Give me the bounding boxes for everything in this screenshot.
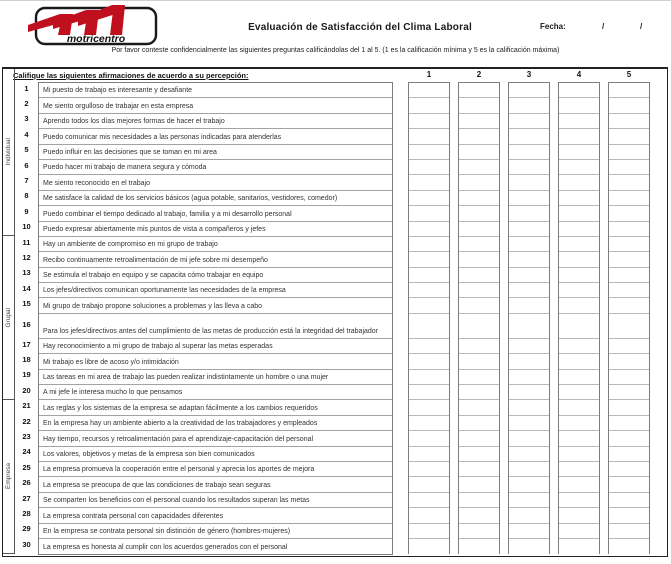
rating-cell-q25-score5[interactable]	[609, 462, 649, 477]
rating-cell-q14-score5[interactable]	[609, 283, 649, 298]
question-text: Puedo comunicar mis necesidades a las personas indicadas para atenderlas	[43, 133, 282, 141]
rating-cell-q11-score1[interactable]	[409, 237, 449, 252]
question-text: En la empresa hay un ambiente abierto a la creatividad de los trabajadores y empleados	[43, 420, 318, 428]
rating-cell-q27-score2[interactable]	[459, 493, 499, 508]
question-number-22: 22	[22, 416, 31, 426]
date-field[interactable]	[540, 22, 665, 34]
rating-cell-q30-score4[interactable]	[559, 539, 599, 554]
rating-cell-q15-score4[interactable]	[559, 298, 599, 313]
rating-cell-q18-score2[interactable]	[459, 354, 499, 369]
rating-cell-q8-score2[interactable]	[459, 191, 499, 206]
rating-cell-q16-score2[interactable]	[459, 314, 499, 339]
rating-cell-q4-score2[interactable]	[459, 129, 499, 144]
question-row-3	[39, 114, 392, 129]
rating-cell-q3-score4[interactable]	[559, 114, 599, 129]
rating-cell-q15-score2[interactable]	[459, 298, 499, 313]
rating-cell-q16-score3[interactable]	[509, 314, 549, 339]
question-text: Mi grupo de trabajo propone soluciones a problemas y las lleva a cabo	[43, 302, 263, 310]
rating-cell-q2-score3[interactable]	[509, 98, 549, 113]
rating-cell-q8-score4[interactable]	[559, 191, 599, 206]
question-text: En la empresa se contrata personal sin distinción de género (hombres-mujeres)	[43, 527, 291, 535]
rating-cell-q20-score1[interactable]	[409, 385, 449, 400]
question-row-28	[39, 508, 392, 523]
rating-cell-q28-score5[interactable]	[609, 508, 649, 523]
question-row-6	[39, 160, 392, 175]
question-text: Puedo combinar el tiempo dedicado al trabajo, familia y a mi desarrollo personal	[43, 210, 292, 218]
rating-cell-q26-score5[interactable]	[609, 477, 649, 492]
rating-cell-q28-score3[interactable]	[509, 508, 549, 523]
rating-cell-q13-score1[interactable]	[409, 268, 449, 283]
rating-cell-q27-score1[interactable]	[409, 493, 449, 508]
question-text: Se comparten los beneficios con el personal cuando los resultados superan las metas	[43, 497, 310, 505]
rating-cell-q9-score2[interactable]	[459, 206, 499, 221]
rating-cell-q1-score3[interactable]	[509, 83, 549, 98]
rating-cell-q9-score4[interactable]	[559, 206, 599, 221]
section-label-column	[3, 69, 15, 554]
rating-cell-q24-score5[interactable]	[609, 447, 649, 462]
rating-cell-q25-score3[interactable]	[509, 462, 549, 477]
rating-cell-q21-score2[interactable]	[459, 400, 499, 415]
rating-cell-q20-score5[interactable]	[609, 385, 649, 400]
rating-cell-q18-score5[interactable]	[609, 354, 649, 369]
rating-column-header-2: 2	[476, 70, 482, 79]
rating-cell-q4-score3[interactable]	[509, 129, 549, 144]
question-number-15: 15	[22, 299, 31, 309]
table-prompt: Califique las siguientes afirmaciones de acuerdo a su percepción:	[13, 71, 249, 80]
rating-cell-q26-score4[interactable]	[559, 477, 599, 492]
question-row-30	[39, 539, 392, 554]
question-text: Puedo expresar abiertamente mis puntos de vista a compañeros y jefes	[43, 225, 266, 233]
question-text: Hay un ambiente de compromiso en mi grupo de trabajo	[43, 241, 218, 249]
rating-cell-q13-score3[interactable]	[509, 268, 549, 283]
rating-cell-q26-score1[interactable]	[409, 477, 449, 492]
rating-cell-q7-score3[interactable]	[509, 175, 549, 190]
rating-cell-q16-score1[interactable]	[409, 314, 449, 339]
rating-cell-q7-score2[interactable]	[459, 175, 499, 190]
rating-cell-q14-score3[interactable]	[509, 283, 549, 298]
rating-cell-q12-score4[interactable]	[559, 252, 599, 267]
rating-cell-q30-score1[interactable]	[409, 539, 449, 554]
rating-cell-q11-score5[interactable]	[609, 237, 649, 252]
question-number-29: 29	[22, 524, 31, 534]
section-label: Empresa	[5, 463, 12, 490]
question-number-1: 1	[24, 83, 29, 93]
rating-cell-q16-score5[interactable]	[609, 314, 649, 339]
question-text: Hay reconocimiento a mi grupo de trabajo al superar las metas esperadas	[43, 343, 273, 351]
question-text: Las reglas y los sistemas de la empresa se adaptan fácilmente a los cambios requeridos	[43, 404, 318, 412]
question-text: Los valores, objetivos y metas de la empresa son bien comunicados	[43, 450, 255, 458]
rating-cell-q23-score2[interactable]	[459, 431, 499, 446]
rating-cell-q30-score5[interactable]	[609, 539, 649, 554]
logo-wordmark: motricentro	[66, 33, 126, 45]
question-row-11	[39, 237, 392, 252]
rating-cell-q27-score3[interactable]	[509, 493, 549, 508]
section-block-grupal	[3, 236, 14, 400]
rating-cell-q5-score4[interactable]	[559, 145, 599, 160]
rating-column-3	[508, 82, 550, 554]
rating-cell-q12-score3[interactable]	[509, 252, 549, 267]
rating-column-header-3: 3	[526, 70, 532, 79]
rating-cell-q14-score1[interactable]	[409, 283, 449, 298]
rating-cell-q2-score1[interactable]	[409, 98, 449, 113]
rating-cell-q10-score5[interactable]	[609, 222, 649, 237]
rating-cell-q18-score3[interactable]	[509, 354, 549, 369]
rating-cell-q10-score2[interactable]	[459, 222, 499, 237]
question-row-18	[39, 354, 392, 369]
rating-cell-q20-score4[interactable]	[559, 385, 599, 400]
question-row-26	[39, 477, 392, 492]
question-row-21	[39, 400, 392, 415]
section-label: Grupal	[5, 307, 12, 328]
rating-cell-q14-score2[interactable]	[459, 283, 499, 298]
question-number-7: 7	[24, 176, 29, 186]
rating-column-5	[608, 82, 650, 554]
rating-cell-q30-score2[interactable]	[459, 539, 499, 554]
rating-cell-q9-score1[interactable]	[409, 206, 449, 221]
question-text: La empresa es honesta al cumplir con los acuerdos generados con el personal	[43, 544, 288, 552]
question-text: A mi jefe le interesa mucho lo que pensamos	[43, 389, 183, 397]
rating-cell-q28-score2[interactable]	[459, 508, 499, 523]
question-row-16	[39, 314, 392, 339]
rating-cell-q19-score4[interactable]	[559, 370, 599, 385]
rating-cell-q9-score3[interactable]	[509, 206, 549, 221]
rating-cell-q2-score2[interactable]	[459, 98, 499, 113]
question-number-27: 27	[22, 493, 31, 503]
question-number-28: 28	[22, 509, 31, 519]
rating-cell-q10-score4[interactable]	[559, 222, 599, 237]
date-separator-2: /	[640, 22, 643, 31]
question-row-5	[39, 145, 392, 160]
rating-cell-q19-score5[interactable]	[609, 370, 649, 385]
question-row-19	[39, 370, 392, 385]
motricentro-logo-graphic	[26, 1, 168, 51]
question-text: La empresa promueva la cooperación entre el personal y aprecia los aportes de mejora	[43, 466, 315, 474]
question-number-23: 23	[22, 432, 31, 442]
question-number-17: 17	[22, 339, 31, 349]
rating-cell-q1-score2[interactable]	[459, 83, 499, 98]
question-row-4	[39, 129, 392, 144]
rating-column-1	[408, 82, 450, 554]
question-row-27	[39, 493, 392, 508]
question-number-26: 26	[22, 478, 31, 488]
rating-cell-q28-score1[interactable]	[409, 508, 449, 523]
question-text: La empresa contrata personal con capacidades diferentes	[43, 512, 224, 520]
rating-cell-q22-score2[interactable]	[459, 416, 499, 431]
rating-cell-q3-score3[interactable]	[509, 114, 549, 129]
rating-cell-q8-score5[interactable]	[609, 191, 649, 206]
rating-column-header-4: 4	[576, 70, 582, 79]
question-row-20	[39, 385, 392, 400]
rating-cell-q21-score5[interactable]	[609, 400, 649, 415]
rating-cell-q24-score2[interactable]	[459, 447, 499, 462]
rating-cell-q17-score5[interactable]	[609, 339, 649, 354]
rating-cell-q29-score2[interactable]	[459, 524, 499, 539]
question-row-10	[39, 222, 392, 237]
rating-cell-q25-score2[interactable]	[459, 462, 499, 477]
section-block-empresa	[3, 400, 14, 554]
question-number-2: 2	[24, 99, 29, 109]
question-text-column	[38, 82, 393, 555]
rating-cell-q21-score1[interactable]	[409, 400, 449, 415]
rating-cell-q5-score1[interactable]	[409, 145, 449, 160]
rating-cell-q7-score4[interactable]	[559, 175, 599, 190]
rating-cell-q6-score3[interactable]	[509, 160, 549, 175]
rating-cell-q5-score3[interactable]	[509, 145, 549, 160]
rating-cell-q17-score4[interactable]	[559, 339, 599, 354]
rating-cell-q3-score2[interactable]	[459, 114, 499, 129]
rating-cell-q10-score1[interactable]	[409, 222, 449, 237]
question-number-12: 12	[22, 253, 31, 263]
rating-cell-q19-score2[interactable]	[459, 370, 499, 385]
rating-cell-q13-score5[interactable]	[609, 268, 649, 283]
rating-cell-q18-score4[interactable]	[559, 354, 599, 369]
rating-column-header-1: 1	[426, 70, 432, 79]
rating-cell-q15-score3[interactable]	[509, 298, 549, 313]
rating-cell-q23-score4[interactable]	[559, 431, 599, 446]
rating-cell-q24-score1[interactable]	[409, 447, 449, 462]
rating-cell-q23-score5[interactable]	[609, 431, 649, 446]
rating-cell-q25-score1[interactable]	[409, 462, 449, 477]
rating-cell-q24-score4[interactable]	[559, 447, 599, 462]
rating-cell-q6-score4[interactable]	[559, 160, 599, 175]
question-text: Me satisface la calidad de los servicios básicos (agua potable, sanitarios, vestidores, comedor)	[43, 195, 338, 203]
question-number-14: 14	[22, 283, 31, 293]
rating-cell-q1-score1[interactable]	[409, 83, 449, 98]
rating-cell-q20-score3[interactable]	[509, 385, 549, 400]
rating-cell-q5-score5[interactable]	[609, 145, 649, 160]
question-row-8	[39, 191, 392, 206]
question-text: Para los jefes/directivos antes del cumplimiento de las metas de producción está la integridad del trabajador	[43, 327, 379, 335]
rating-cell-q13-score4[interactable]	[559, 268, 599, 283]
rating-cell-q10-score3[interactable]	[509, 222, 549, 237]
rating-cell-q17-score3[interactable]	[509, 339, 549, 354]
rating-column-2	[458, 82, 500, 554]
rating-cell-q23-score1[interactable]	[409, 431, 449, 446]
rating-cell-q13-score2[interactable]	[459, 268, 499, 283]
rating-cell-q12-score5[interactable]	[609, 252, 649, 267]
rating-cell-q27-score5[interactable]	[609, 493, 649, 508]
question-row-14	[39, 283, 392, 298]
question-text: Puedo hacer mi trabajo de manera segura y cómoda	[43, 164, 207, 172]
question-text: Recibo continuamente retroalimentación de mi jefe sobre mi desempeño	[43, 256, 268, 264]
rating-cell-q19-score3[interactable]	[509, 370, 549, 385]
question-text: Se estimula el trabajo en equipo y se capacita cómo trabajar en equipo	[43, 272, 264, 280]
rating-cell-q6-score5[interactable]	[609, 160, 649, 175]
rating-cell-q21-score3[interactable]	[509, 400, 549, 415]
rating-cell-q4-score1[interactable]	[409, 129, 449, 144]
rating-cell-q23-score3[interactable]	[509, 431, 549, 446]
question-row-7	[39, 175, 392, 190]
question-number-18: 18	[22, 355, 31, 365]
question-number-20: 20	[22, 385, 31, 395]
rating-cell-q19-score1[interactable]	[409, 370, 449, 385]
rating-cell-q17-score1[interactable]	[409, 339, 449, 354]
rating-cell-q1-score4[interactable]	[559, 83, 599, 98]
rating-cell-q17-score2[interactable]	[459, 339, 499, 354]
rating-cell-q4-score4[interactable]	[559, 129, 599, 144]
company-logo	[26, 1, 168, 51]
rating-cell-q12-score1[interactable]	[409, 252, 449, 267]
question-text: Me siento reconocido en el trabajo	[43, 179, 151, 187]
rating-cell-q7-score5[interactable]	[609, 175, 649, 190]
section-label: Individual	[5, 138, 12, 166]
rating-cell-q6-score2[interactable]	[459, 160, 499, 175]
rating-cell-q2-score5[interactable]	[609, 98, 649, 113]
question-row-9	[39, 206, 392, 221]
rating-cell-q11-score2[interactable]	[459, 237, 499, 252]
instructions-text: Por favor conteste confidencialmente las siguientes preguntas calificándolas del 1 al 5. (1 es la calificación mínima y 5 es la calificación máxima)	[111, 47, 560, 54]
survey-table	[2, 67, 668, 557]
question-text: Mi puesto de trabajo es interesante y desafiante	[43, 87, 193, 95]
question-number-13: 13	[22, 268, 31, 278]
rating-cell-q27-score4[interactable]	[559, 493, 599, 508]
question-text: Las tareas en mi area de trabajo las pueden realizar indistintamente un hombre o una mujer	[43, 374, 329, 382]
rating-cell-q12-score2[interactable]	[459, 252, 499, 267]
section-block-individual	[3, 69, 14, 236]
rating-cell-q20-score2[interactable]	[459, 385, 499, 400]
question-number-25: 25	[22, 462, 31, 472]
question-number-6: 6	[24, 160, 29, 170]
question-row-29	[39, 524, 392, 539]
question-text: Hay tiempo, recursos y retroalimentación para el aprendizaje-capacitación del personal	[43, 435, 314, 443]
rating-cell-q15-score5[interactable]	[609, 298, 649, 313]
question-row-15	[39, 298, 392, 313]
question-number-30: 30	[22, 539, 31, 549]
rating-cell-q8-score1[interactable]	[409, 191, 449, 206]
rating-column-header-5: 5	[626, 70, 632, 79]
question-row-12	[39, 252, 392, 267]
rating-cell-q26-score3[interactable]	[509, 477, 549, 492]
rating-cell-q18-score1[interactable]	[409, 354, 449, 369]
rating-cell-q29-score4[interactable]	[559, 524, 599, 539]
question-row-1	[39, 83, 392, 98]
rating-cell-q2-score4[interactable]	[559, 98, 599, 113]
rating-cell-q26-score2[interactable]	[459, 477, 499, 492]
question-row-17	[39, 339, 392, 354]
page-title: Evaluación de Satisfacción del Clima Laboral	[248, 22, 472, 33]
question-number-8: 8	[24, 191, 29, 201]
rating-cell-q8-score3[interactable]	[509, 191, 549, 206]
rating-cell-q22-score5[interactable]	[609, 416, 649, 431]
rating-cell-q6-score1[interactable]	[409, 160, 449, 175]
question-number-24: 24	[22, 447, 31, 457]
question-text: Mi trabajo es libre de acoso y/o intimidación	[43, 358, 179, 366]
question-row-25	[39, 462, 392, 477]
rating-cell-q22-score1[interactable]	[409, 416, 449, 431]
question-text: La empresa se preocupa de que las condiciones de trabajo sean seguras	[43, 481, 271, 489]
question-text: Puedo influir en las decisiones que se toman en mi area	[43, 148, 217, 156]
rating-cell-q30-score3[interactable]	[509, 539, 549, 554]
question-number-11: 11	[22, 237, 31, 247]
rating-cell-q15-score1[interactable]	[409, 298, 449, 313]
question-number-21: 21	[22, 401, 31, 411]
rating-cell-q11-score4[interactable]	[559, 237, 599, 252]
rating-cell-q16-score4[interactable]	[559, 314, 599, 339]
rating-cell-q14-score4[interactable]	[559, 283, 599, 298]
rating-column-4	[558, 82, 600, 554]
rating-cell-q4-score5[interactable]	[609, 129, 649, 144]
question-number-19: 19	[22, 370, 31, 380]
rating-cell-q3-score5[interactable]	[609, 114, 649, 129]
rating-cell-q5-score2[interactable]	[459, 145, 499, 160]
rating-cell-q29-score5[interactable]	[609, 524, 649, 539]
question-row-23	[39, 431, 392, 446]
rating-cell-q11-score3[interactable]	[509, 237, 549, 252]
rating-cell-q29-score3[interactable]	[509, 524, 549, 539]
question-number-5: 5	[24, 145, 29, 155]
date-label: Fecha:	[540, 22, 566, 31]
rating-cell-q24-score3[interactable]	[509, 447, 549, 462]
question-text: Aprendo todos los días mejores formas de hacer el trabajo	[43, 118, 225, 126]
question-text: Me siento orgulloso de trabajar en esta empresa	[43, 102, 194, 110]
question-row-2	[39, 98, 392, 113]
rating-cell-q7-score1[interactable]	[409, 175, 449, 190]
rating-cell-q28-score4[interactable]	[559, 508, 599, 523]
question-text: Los jefes/directivos comunican oportunamente las necesidades de la empresa	[43, 287, 286, 295]
question-number-3: 3	[24, 114, 29, 124]
rating-cell-q22-score4[interactable]	[559, 416, 599, 431]
question-row-24	[39, 447, 392, 462]
question-row-22	[39, 416, 392, 431]
rating-cell-q9-score5[interactable]	[609, 206, 649, 221]
date-separator-1: /	[602, 22, 605, 31]
rating-cell-q25-score4[interactable]	[559, 462, 599, 477]
rating-cell-q21-score4[interactable]	[559, 400, 599, 415]
rating-cell-q22-score3[interactable]	[509, 416, 549, 431]
question-number-16: 16	[22, 319, 31, 329]
question-row-13	[39, 268, 392, 283]
rating-cell-q3-score1[interactable]	[409, 114, 449, 129]
rating-cell-q1-score5[interactable]	[609, 83, 649, 98]
rating-cell-q29-score1[interactable]	[409, 524, 449, 539]
question-number-4: 4	[24, 129, 29, 139]
question-number-10: 10	[22, 222, 31, 232]
question-number-9: 9	[24, 206, 29, 216]
